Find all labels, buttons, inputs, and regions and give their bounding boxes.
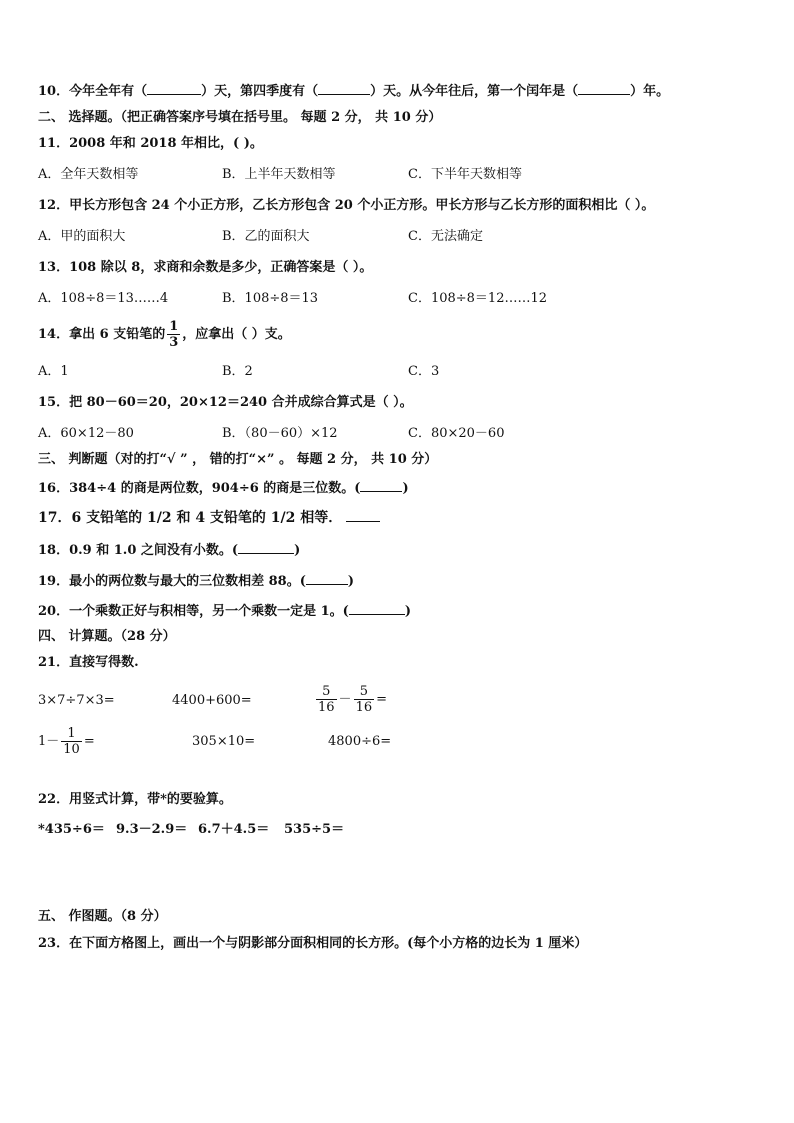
q10-text-b: ）天，第四季度有（ bbox=[201, 84, 319, 99]
q14-fraction bbox=[167, 319, 180, 350]
q11-option-b[interactable]: B．上半年天数相等 bbox=[222, 167, 336, 182]
question-19 bbox=[38, 572, 354, 590]
q18-blank[interactable] bbox=[238, 541, 294, 554]
section-4-title: 四、 计算题。（28 分） bbox=[38, 629, 176, 644]
q10-blank-2[interactable] bbox=[318, 82, 370, 95]
q20-blank[interactable] bbox=[349, 602, 405, 615]
q22-expr-1: *435÷6＝ bbox=[38, 822, 105, 837]
question-11: 11．2008 年和 2018 年相比，( )。 bbox=[38, 136, 263, 151]
q11-option-c[interactable]: C．下半年天数相等 bbox=[408, 167, 522, 182]
equals-sign: = bbox=[376, 692, 388, 707]
section-5-title: 五、 作图题。（8 分） bbox=[38, 909, 167, 924]
q14-text-b: ，应拿出（ ）支。 bbox=[182, 327, 291, 342]
q13-option-a[interactable]: A．108÷8＝13……4 bbox=[38, 291, 169, 306]
q18-text-b: ) bbox=[294, 543, 301, 558]
q21-e4-fraction bbox=[61, 726, 82, 757]
q21-expr-3 bbox=[314, 680, 387, 720]
section-3-title: 三、 判断题（对的打“√ ” ， 错的打“×” 。 每题 2 分， 共 10 分） bbox=[38, 452, 438, 467]
q21-e3-fraction-1 bbox=[316, 684, 337, 715]
frac-den: 10 bbox=[63, 742, 80, 757]
q22-expr-2: 9.3－2.9＝ bbox=[116, 822, 188, 837]
question-13: 13．108 除以 8，求商和余数是多少，正确答案是（ ）。 bbox=[38, 260, 373, 275]
question-12: 12．甲长方形包含 24 个小正方形，乙长方形包含 20 个小正方形。甲长方形与乙长方形的面积相比（ ）。 bbox=[38, 198, 655, 213]
q16-text-a: 16．384÷4 的商是两位数，904÷6 的商是三位数。( bbox=[38, 481, 361, 496]
question-10 bbox=[38, 82, 669, 100]
q18-text-a: 18．0.9 和 1.0 之间没有小数。( bbox=[38, 543, 239, 558]
one-minus: 1－ bbox=[38, 734, 60, 749]
q21-expr-4 bbox=[38, 722, 95, 762]
frac-num: 1 bbox=[67, 726, 76, 741]
q19-text-a: 19．最小的两位数与最大的三位数相差 88。( bbox=[38, 574, 306, 589]
q13-option-b[interactable]: B．108÷8＝13 bbox=[222, 291, 319, 306]
q15-option-c[interactable]: C．80×20－60 bbox=[408, 426, 505, 441]
frac-den: 16 bbox=[318, 700, 335, 715]
q10-text-c: ）天。从今年往后，第一个闰年是（ bbox=[370, 84, 579, 99]
q13-option-c[interactable]: C．108÷8＝12……12 bbox=[408, 291, 548, 306]
question-18 bbox=[38, 541, 300, 559]
q21-expr-2: 4400+600= bbox=[172, 693, 252, 708]
question-23: 23．在下面方格图上，画出一个与阴影部分面积相同的长方形。(每个小方格的边长为 1 厘米） bbox=[38, 936, 588, 951]
frac-num: 5 bbox=[322, 684, 331, 699]
q21-e3-fraction-2 bbox=[354, 684, 375, 715]
q10-blank-1[interactable] bbox=[147, 82, 201, 95]
q14-frac-den: 3 bbox=[169, 335, 179, 350]
q11-option-a[interactable]: A．全年天数相等 bbox=[38, 167, 139, 182]
q21-expr-1: 3×7÷7×3= bbox=[38, 693, 115, 708]
q14-option-a[interactable]: A．1 bbox=[38, 364, 69, 379]
q17-blank[interactable] bbox=[346, 509, 380, 522]
question-17 bbox=[38, 509, 380, 526]
q14-text-a: 14．拿出 6 支铅笔的 bbox=[38, 327, 166, 342]
q16-text-b: ) bbox=[402, 481, 409, 496]
q14-frac-num: 1 bbox=[169, 319, 179, 334]
q21-expr-6: 4800÷6= bbox=[328, 734, 392, 749]
q20-text-a: 20．一个乘数正好与积相等，另一个乘数一定是 1。( bbox=[38, 604, 349, 619]
q19-text-b: ) bbox=[347, 574, 355, 589]
question-20 bbox=[38, 602, 411, 620]
q17-text: 17．6 支铅笔的 1/2 和 4 支铅笔的 1/2 相等． bbox=[38, 510, 343, 526]
q14-option-c[interactable]: C．3 bbox=[408, 364, 440, 379]
minus-sign: － bbox=[338, 692, 352, 707]
q21-expr-5: 305×10= bbox=[192, 734, 256, 749]
q12-option-b[interactable]: B．乙的面积大 bbox=[222, 229, 310, 244]
q10-text-d: ）年。 bbox=[630, 84, 670, 99]
q12-option-c[interactable]: C．无法确定 bbox=[408, 229, 483, 244]
equals-sign: = bbox=[83, 734, 95, 749]
q12-option-a[interactable]: A．甲的面积大 bbox=[38, 229, 126, 244]
q16-blank[interactable] bbox=[360, 479, 402, 492]
question-14 bbox=[38, 318, 291, 352]
section-2-title: 二、 选择题。（把正确答案序号填在括号里。 每题 2 分， 共 10 分） bbox=[38, 110, 442, 125]
q19-blank[interactable] bbox=[306, 572, 348, 585]
q15-option-b[interactable]: B．（80－60）×12 bbox=[222, 426, 338, 441]
q20-text-b: ) bbox=[404, 604, 411, 619]
frac-den: 16 bbox=[355, 700, 373, 715]
frac-num: 5 bbox=[359, 684, 368, 699]
question-16 bbox=[38, 479, 409, 497]
q10-text-a: 10．今年全年有（ bbox=[38, 84, 148, 99]
question-21-title: 21．直接写得数. bbox=[38, 655, 139, 670]
q10-blank-3[interactable] bbox=[578, 82, 630, 95]
q22-expr-4: 535÷5＝ bbox=[284, 822, 345, 837]
question-22-title: 22．用竖式计算，带*的要验算。 bbox=[38, 792, 232, 807]
q22-expr-3: 6.7＋4.5＝ bbox=[198, 822, 270, 837]
q14-option-b[interactable]: B．2 bbox=[222, 364, 253, 379]
question-15: 15．把 80－60＝20，20×12＝240 合并成综合算式是（ ）。 bbox=[38, 395, 413, 410]
q15-option-a[interactable]: A．60×12－80 bbox=[38, 426, 134, 441]
